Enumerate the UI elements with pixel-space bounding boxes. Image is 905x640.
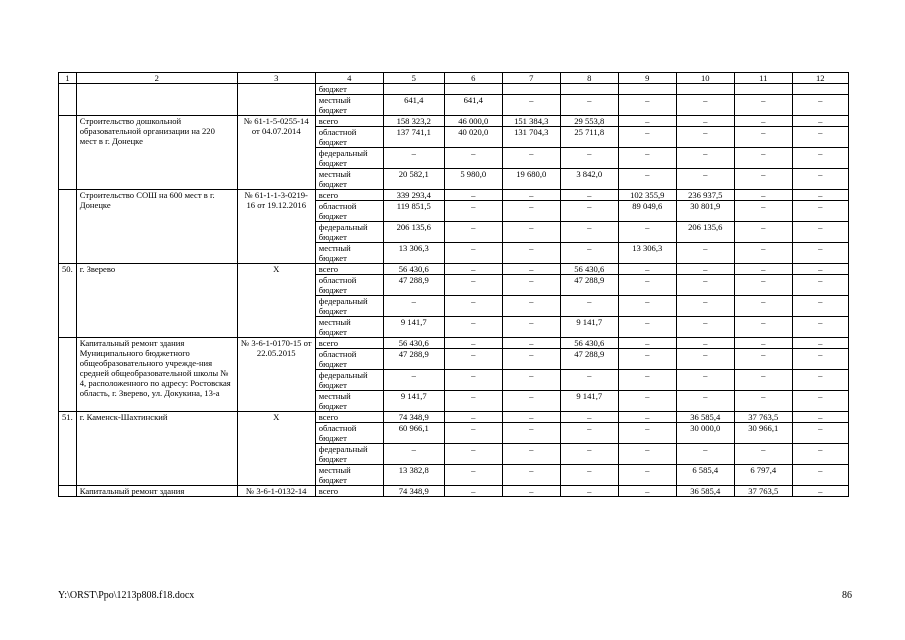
value-cell: –: [618, 338, 676, 349]
value-cell: –: [502, 444, 560, 465]
value-cell: –: [502, 190, 560, 201]
value-cell: –: [502, 391, 560, 412]
object-name: г. Каменск-Шахтинский: [76, 412, 237, 486]
value-cell: –: [734, 349, 792, 370]
budget-type: бюджет: [315, 84, 383, 95]
value-cell: 47 288,9: [383, 349, 444, 370]
row-number: 51.: [59, 412, 77, 486]
value-cell: –: [502, 317, 560, 338]
value-cell: –: [734, 243, 792, 264]
value-cell: –: [502, 486, 560, 497]
value-cell: –: [618, 148, 676, 169]
value-cell: –: [444, 264, 502, 275]
value-cell: 5 980,0: [444, 169, 502, 190]
value-cell: –: [792, 349, 848, 370]
value-cell: –: [792, 201, 848, 222]
value-cell: –: [502, 275, 560, 296]
value-cell: –: [734, 275, 792, 296]
value-cell: –: [444, 190, 502, 201]
value-cell: –: [676, 127, 734, 148]
value-cell: –: [502, 95, 560, 116]
value-cell: 641,4: [383, 95, 444, 116]
table-row: [59, 84, 849, 95]
document-ref: Х: [237, 264, 315, 338]
budget-type: местный бюджет: [315, 317, 383, 338]
value-cell: –: [734, 391, 792, 412]
value-cell: –: [734, 222, 792, 243]
value-cell: 206 135,6: [676, 222, 734, 243]
budget-type: всего: [315, 116, 383, 127]
value-cell: –: [444, 222, 502, 243]
value-cell: 6 797,4: [734, 465, 792, 486]
value-cell: –: [560, 190, 618, 201]
col-header: 8: [560, 73, 618, 84]
value-cell: –: [618, 222, 676, 243]
value-cell: –: [676, 275, 734, 296]
document-ref: Х: [237, 412, 315, 486]
page-number: 86: [842, 590, 852, 601]
budget-type: местный бюджет: [315, 243, 383, 264]
value-cell: 56 430,6: [560, 338, 618, 349]
value-cell: –: [502, 465, 560, 486]
value-cell: –: [792, 222, 848, 243]
budget-type: федеральный бюджет: [315, 370, 383, 391]
object-name: [76, 84, 237, 116]
col-header: 11: [734, 73, 792, 84]
value-cell: –: [676, 370, 734, 391]
value-cell: –: [444, 486, 502, 497]
value-cell: –: [676, 264, 734, 275]
value-cell: –: [560, 465, 618, 486]
value-cell: –: [502, 264, 560, 275]
value-cell: –: [618, 370, 676, 391]
value-cell: –: [734, 444, 792, 465]
value-cell: –: [792, 264, 848, 275]
value-cell: 9 141,7: [383, 391, 444, 412]
value-cell: 60 966,1: [383, 423, 444, 444]
value-cell: –: [792, 423, 848, 444]
value-cell: –: [618, 317, 676, 338]
budget-type: федеральный бюджет: [315, 296, 383, 317]
value-cell: –: [444, 317, 502, 338]
value-cell: –: [676, 243, 734, 264]
col-header: 3: [237, 73, 315, 84]
value-cell: –: [676, 391, 734, 412]
value-cell: [676, 84, 734, 95]
value-cell: –: [444, 412, 502, 423]
row-number: [59, 116, 77, 190]
value-cell: [734, 84, 792, 95]
value-cell: –: [792, 190, 848, 201]
value-cell: [444, 84, 502, 95]
object-name: Капитальный ремонт здания: [76, 486, 237, 497]
value-cell: 13 306,3: [618, 243, 676, 264]
value-cell: 56 430,6: [383, 264, 444, 275]
value-cell: –: [792, 127, 848, 148]
document-ref: № 3-6-1-0170-15 от 22.05.2015: [237, 338, 315, 412]
document-ref: № 3-6-1-0132-14: [237, 486, 315, 497]
value-cell: –: [444, 148, 502, 169]
object-name: г. Зверево: [76, 264, 237, 338]
value-cell: –: [444, 243, 502, 264]
value-cell: 89 049,6: [618, 201, 676, 222]
value-cell: –: [734, 296, 792, 317]
value-cell: –: [792, 148, 848, 169]
value-cell: –: [502, 423, 560, 444]
value-cell: –: [676, 444, 734, 465]
budget-type: всего: [315, 338, 383, 349]
object-name: Строительство дошкольной образовательной организации на 220 мест в г. Донецке: [76, 116, 237, 190]
col-header: 9: [618, 73, 676, 84]
value-cell: 36 585,4: [676, 486, 734, 497]
value-cell: 641,4: [444, 95, 502, 116]
value-cell: –: [618, 116, 676, 127]
value-cell: –: [444, 391, 502, 412]
file-path: Y:\ORST\Ppo\1213p808.f18.docx: [58, 590, 195, 601]
budget-type: областной бюджет: [315, 349, 383, 370]
value-cell: –: [502, 412, 560, 423]
col-header: 5: [383, 73, 444, 84]
value-cell: –: [618, 412, 676, 423]
value-cell: –: [502, 148, 560, 169]
value-cell: –: [676, 296, 734, 317]
col-header: 10: [676, 73, 734, 84]
value-cell: 36 585,4: [676, 412, 734, 423]
budget-type: всего: [315, 190, 383, 201]
budget-type: всего: [315, 486, 383, 497]
header-row: [59, 73, 849, 84]
value-cell: 119 851,5: [383, 201, 444, 222]
value-cell: 74 348,9: [383, 486, 444, 497]
value-cell: 47 288,9: [383, 275, 444, 296]
budget-type: местный бюджет: [315, 465, 383, 486]
value-cell: 9 141,7: [560, 317, 618, 338]
value-cell: –: [618, 169, 676, 190]
document-ref: [237, 84, 315, 116]
value-cell: 206 135,6: [383, 222, 444, 243]
value-cell: –: [734, 338, 792, 349]
value-cell: 9 141,7: [560, 391, 618, 412]
value-cell: –: [444, 201, 502, 222]
value-cell: –: [676, 116, 734, 127]
value-cell: –: [792, 338, 848, 349]
value-cell: 102 355,9: [618, 190, 676, 201]
value-cell: –: [792, 444, 848, 465]
value-cell: –: [734, 127, 792, 148]
value-cell: 339 293,4: [383, 190, 444, 201]
row-number: 50.: [59, 264, 77, 338]
value-cell: 158 323,2: [383, 116, 444, 127]
value-cell: –: [444, 275, 502, 296]
value-cell: –: [444, 444, 502, 465]
value-cell: –: [502, 349, 560, 370]
value-cell: –: [560, 486, 618, 497]
value-cell: –: [618, 423, 676, 444]
value-cell: –: [792, 275, 848, 296]
value-cell: –: [734, 190, 792, 201]
value-cell: –: [618, 275, 676, 296]
value-cell: –: [560, 148, 618, 169]
budget-type: федеральный бюджет: [315, 148, 383, 169]
table-row: [59, 486, 849, 497]
value-cell: –: [502, 370, 560, 391]
col-header: 6: [444, 73, 502, 84]
value-cell: –: [792, 296, 848, 317]
value-cell: –: [792, 169, 848, 190]
value-cell: –: [618, 465, 676, 486]
budget-type: областной бюджет: [315, 201, 383, 222]
value-cell: –: [444, 465, 502, 486]
value-cell: 29 553,8: [560, 116, 618, 127]
value-cell: –: [676, 169, 734, 190]
value-cell: –: [383, 148, 444, 169]
value-cell: –: [560, 243, 618, 264]
value-cell: 30 000,0: [676, 423, 734, 444]
value-cell: –: [444, 296, 502, 317]
value-cell: 40 020,0: [444, 127, 502, 148]
value-cell: 30 966,1: [734, 423, 792, 444]
value-cell: 37 763,5: [734, 412, 792, 423]
value-cell: –: [444, 349, 502, 370]
value-cell: –: [676, 338, 734, 349]
document-ref: № 61-1-5-0255-14 от 04.07.2014: [237, 116, 315, 190]
value-cell: 30 801,9: [676, 201, 734, 222]
col-header: 12: [792, 73, 848, 84]
value-cell: 46 000,0: [444, 116, 502, 127]
table-row: [59, 338, 849, 349]
value-cell: 13 306,3: [383, 243, 444, 264]
value-cell: [383, 84, 444, 95]
value-cell: 9 141,7: [383, 317, 444, 338]
budget-type: всего: [315, 264, 383, 275]
row-number: [59, 190, 77, 264]
value-cell: –: [734, 148, 792, 169]
value-cell: –: [734, 317, 792, 338]
value-cell: –: [560, 222, 618, 243]
col-header: 1: [59, 73, 77, 84]
value-cell: –: [734, 169, 792, 190]
col-header: 7: [502, 73, 560, 84]
value-cell: –: [560, 423, 618, 444]
value-cell: –: [383, 370, 444, 391]
value-cell: –: [618, 127, 676, 148]
value-cell: –: [676, 349, 734, 370]
value-cell: 25 711,8: [560, 127, 618, 148]
value-cell: –: [560, 201, 618, 222]
value-cell: 20 582,1: [383, 169, 444, 190]
value-cell: –: [560, 444, 618, 465]
value-cell: –: [676, 317, 734, 338]
value-cell: –: [792, 465, 848, 486]
value-cell: –: [502, 243, 560, 264]
value-cell: –: [560, 370, 618, 391]
value-cell: [560, 84, 618, 95]
value-cell: –: [502, 296, 560, 317]
value-cell: –: [560, 95, 618, 116]
value-cell: –: [792, 317, 848, 338]
col-header: 4: [315, 73, 383, 84]
value-cell: 56 430,6: [560, 264, 618, 275]
value-cell: –: [618, 486, 676, 497]
value-cell: –: [792, 370, 848, 391]
value-cell: –: [383, 296, 444, 317]
value-cell: –: [502, 338, 560, 349]
value-cell: –: [618, 296, 676, 317]
value-cell: 3 842,0: [560, 169, 618, 190]
value-cell: –: [734, 370, 792, 391]
table-row: [59, 190, 849, 201]
value-cell: 19 680,0: [502, 169, 560, 190]
col-header: 2: [76, 73, 237, 84]
budget-table: [58, 72, 849, 497]
value-cell: [502, 84, 560, 95]
value-cell: –: [560, 296, 618, 317]
value-cell: –: [618, 264, 676, 275]
value-cell: 47 288,9: [560, 275, 618, 296]
value-cell: –: [734, 95, 792, 116]
value-cell: –: [560, 412, 618, 423]
value-cell: –: [618, 95, 676, 116]
object-name: Строительство СОШ на 600 мест в г. Донецке: [76, 190, 237, 264]
budget-type: областной бюджет: [315, 275, 383, 296]
table-row: [59, 264, 849, 275]
value-cell: 6 585,4: [676, 465, 734, 486]
budget-type: местный бюджет: [315, 169, 383, 190]
row-number: [59, 338, 77, 412]
budget-type: местный бюджет: [315, 391, 383, 412]
value-cell: –: [502, 201, 560, 222]
table-row: [59, 116, 849, 127]
value-cell: 236 937,5: [676, 190, 734, 201]
value-cell: –: [734, 264, 792, 275]
value-cell: –: [618, 391, 676, 412]
row-number: [59, 486, 77, 497]
value-cell: 131 704,3: [502, 127, 560, 148]
table-body: [59, 73, 849, 497]
value-cell: 151 384,3: [502, 116, 560, 127]
value-cell: [792, 84, 848, 95]
value-cell: –: [792, 412, 848, 423]
value-cell: 47 288,9: [560, 349, 618, 370]
budget-type: областной бюджет: [315, 127, 383, 148]
value-cell: –: [734, 116, 792, 127]
value-cell: –: [618, 444, 676, 465]
document-ref: № 61-1-1-3-0219-16 от 19.12.2016: [237, 190, 315, 264]
value-cell: –: [502, 222, 560, 243]
row-number: [59, 84, 77, 116]
budget-type: федеральный бюджет: [315, 222, 383, 243]
value-cell: –: [676, 148, 734, 169]
budget-type: федеральный бюджет: [315, 444, 383, 465]
value-cell: [618, 84, 676, 95]
value-cell: 137 741,1: [383, 127, 444, 148]
budget-type: всего: [315, 412, 383, 423]
table-row: [59, 412, 849, 423]
value-cell: –: [444, 370, 502, 391]
value-cell: –: [444, 423, 502, 444]
budget-type: областной бюджет: [315, 423, 383, 444]
value-cell: 56 430,6: [383, 338, 444, 349]
value-cell: –: [618, 349, 676, 370]
value-cell: 37 763,5: [734, 486, 792, 497]
value-cell: –: [734, 201, 792, 222]
value-cell: –: [792, 391, 848, 412]
value-cell: –: [383, 444, 444, 465]
value-cell: –: [792, 243, 848, 264]
budget-type: местный бюджет: [315, 95, 383, 116]
value-cell: –: [444, 338, 502, 349]
value-cell: –: [792, 116, 848, 127]
value-cell: –: [792, 95, 848, 116]
value-cell: 13 382,8: [383, 465, 444, 486]
value-cell: –: [676, 95, 734, 116]
value-cell: 74 348,9: [383, 412, 444, 423]
object-name: Капитальный ремонт здания Муниципального бюджетного общеобразовательного учрежде-ния средней общеобразовательной школы № 4, расположенного по адресу: Ростовская область, г. Зверево, ул. Докукина, 13-а: [76, 338, 237, 412]
value-cell: –: [792, 486, 848, 497]
